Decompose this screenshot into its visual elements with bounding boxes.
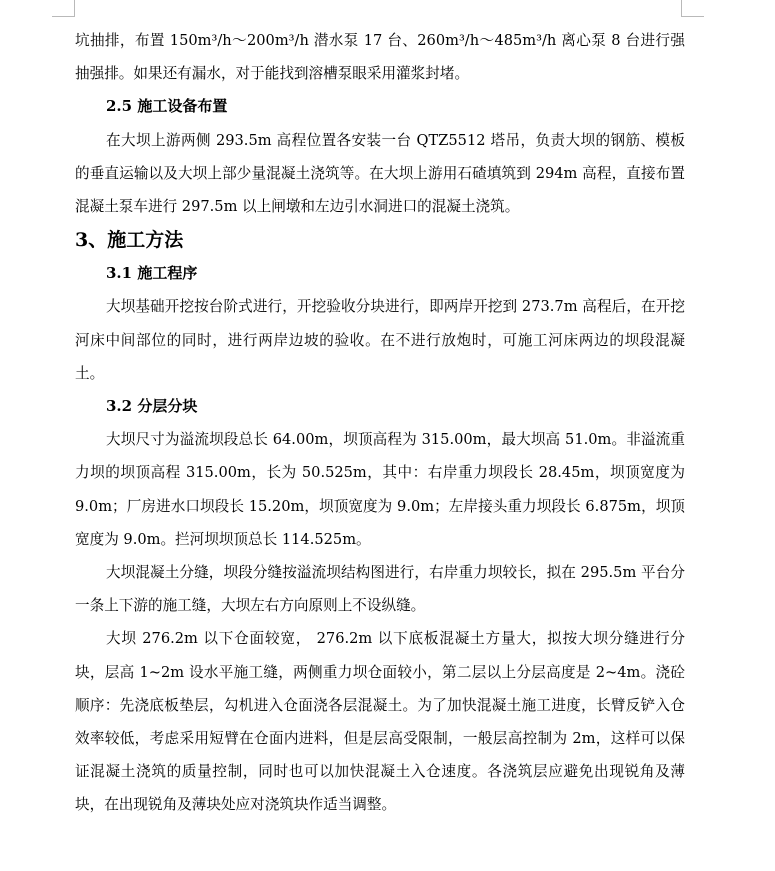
page-corner-mark-left: [52, 0, 75, 17]
paragraph-equipment: 在大坝上游两侧 293.5m 高程位置各安装一台 QTZ5512 塔吊，负责大坝的钢筋、模板的垂直运输以及大坝上部少量混凝土浇筑等。在大坝上游用石碴填筑到 294m 高程，直接布置混凝土泵车进行 297.5m 以上闸墩和左边引水洞进口的混凝土浇筑。: [75, 131, 685, 216]
heading-3-2: 3.2 分层分块: [106, 397, 198, 416]
heading-3: 3、施工方法: [75, 229, 184, 252]
paragraph-layering: 大坝 276.2m 以下仓面较宽， 276.2m 以下底板混凝土方量大，拟按大坝分缝进行分块，层高 1~2m 设水平施工缝，两侧重力坝仓面较小，第二层以上分层高度是 2~4m。浇砼顺序：先浇底板垫层，勾机进入仓面浇各层混凝土。为了加快混凝土施工进度，长臂反铲入仓效率较低，考虑采用短臂在仓面内进料，但是层高受限制，一般层高控制为 2m，这样可以保证混凝土浇筑的质量控制，同时也可以加快混凝土入仓速度。各浇筑层应避免出现锐角及薄块，在出现锐角及薄块处应对浇筑块作适当调整。: [75, 630, 685, 814]
heading-3-1: 3.1 施工程序: [106, 264, 198, 283]
document-page: [75, 24, 685, 822]
paragraph-procedure: 大坝基础开挖按台阶式进行，开挖验收分块进行，即两岸开挖到 273.7m 高程后，在开挖河床中间部位的同时，进行两岸边坡的验收。在不进行放炮时，可施工河床两边的坝段混凝土。: [75, 298, 685, 382]
paragraph-drainage: 坑抽排，布置 150m³/h～200m³/h 潜水泵 17 台、260m³/h～485m³/h 离心泵 8 台进行强抽强排。如果还有漏水，对于能找到溶槽泵眼采用灌浆封堵。: [75, 32, 685, 83]
heading-2-5: 2.5 施工设备布置: [106, 97, 228, 116]
page-corner-mark-right: [681, 0, 704, 17]
paragraph-joints: 大坝混凝土分缝，坝段分缝按溢流坝结构图进行，右岸重力坝较长，拟在 295.5m 平台分一条上下游的施工缝，大坝左右方向原则上不设纵缝。: [75, 564, 685, 615]
paragraph-dam-dimensions: 大坝尺寸为溢流坝段总长 64.00m，坝顶高程为 315.00m，最大坝高 51.0m。非溢流重力坝的坝顶高程 315.00m，长为 50.525m，其中：右岸重力坝段长 28.45m，坝顶宽度为 9.0m；厂房进水口坝段长 15.20m，坝顶宽度为 9.0m；左岸接头重力坝段长 6.875m，坝顶宽度为 9.0m。拦河坝坝顶总长 114.525m。: [75, 431, 685, 548]
